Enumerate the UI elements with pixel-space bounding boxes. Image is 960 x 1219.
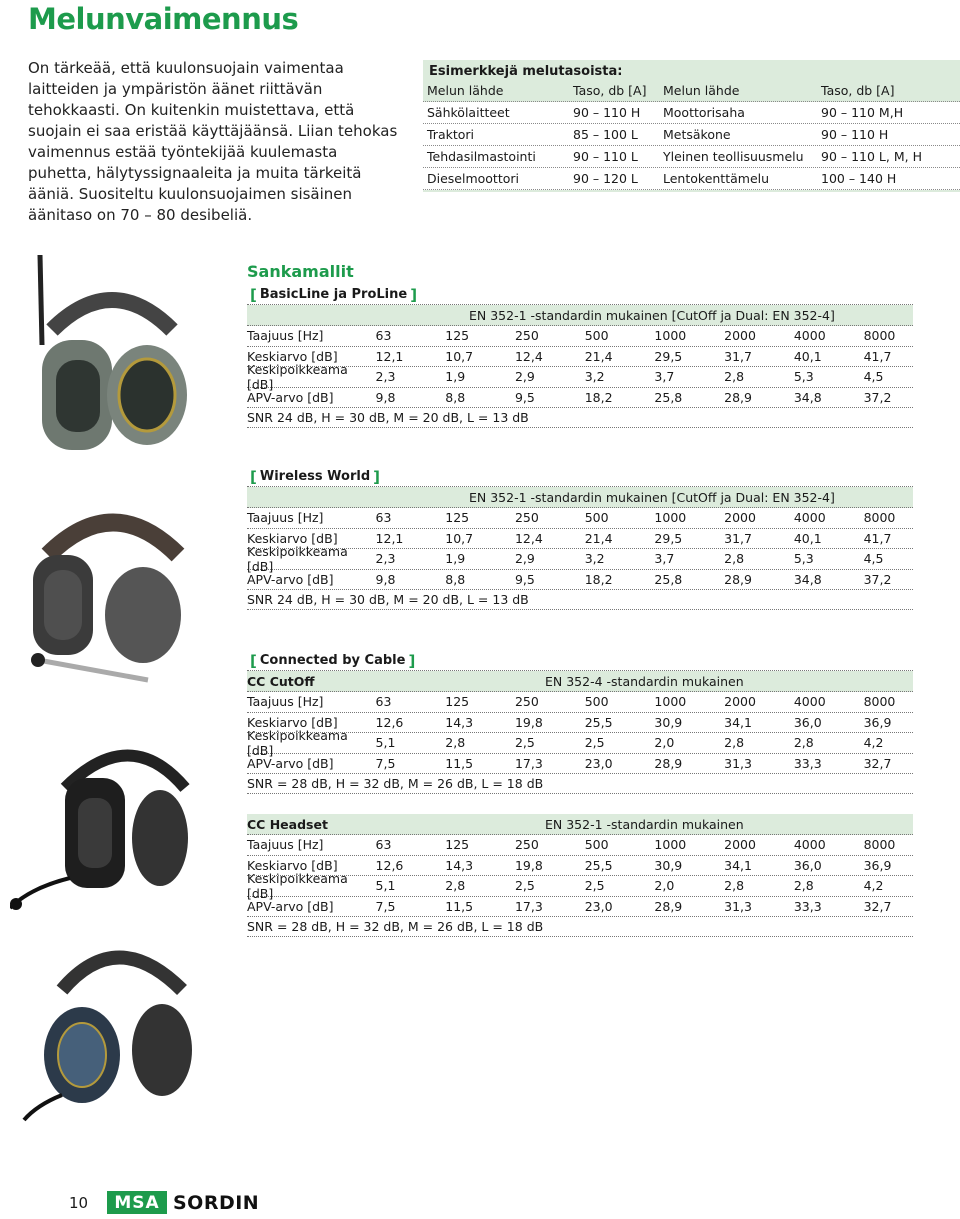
table-cell: 90 – 110 H: [573, 105, 641, 120]
freq-cell: 4000: [793, 837, 826, 853]
bracket-open-icon: [: [250, 285, 257, 304]
msa-logo-box: MSA: [107, 1191, 167, 1214]
table-cell: Dieselmoottori: [427, 171, 519, 186]
table-cell: 2,3: [375, 369, 396, 385]
table-cell: 32,7: [863, 755, 892, 771]
table-cell: 2,8: [724, 878, 745, 894]
table-row: [247, 388, 913, 409]
freq-cell: 500: [584, 510, 609, 526]
freq-cell: 125: [445, 837, 470, 853]
table-cell: 3,7: [654, 551, 675, 567]
table-cell: 41,7: [863, 530, 892, 546]
table-cell: 12,4: [514, 530, 543, 546]
freq-cell: 250: [514, 510, 539, 526]
freq-cell: 2000: [724, 694, 756, 710]
freq-cell: 500: [584, 694, 609, 710]
product-bracket-title: [247, 467, 913, 487]
table-cell: 21,4: [584, 530, 613, 546]
table-cell: 2,0: [654, 735, 675, 751]
table-cell: 36,9: [863, 714, 892, 730]
freq-cell: 4000: [793, 694, 826, 710]
table-row: [423, 146, 960, 168]
freq-cell: 250: [514, 328, 539, 344]
product-cc-headset: [247, 814, 913, 937]
table-cell: 25,8: [654, 389, 683, 405]
standard-row: [247, 487, 913, 508]
product-series-label: Connected by Cable: [259, 653, 406, 668]
headband-earmuff-photo: [22, 250, 197, 470]
table-cell: 2,8: [724, 369, 745, 385]
table-cell: 34,1: [724, 714, 752, 730]
wireless-headset-photo: [18, 495, 188, 695]
freq-cell: 63: [375, 837, 392, 853]
table-cell: 90 – 110 L, M, H: [821, 149, 922, 164]
table-cell: 32,7: [863, 898, 892, 914]
msa-sordin-logo: [107, 1191, 259, 1214]
table-cell: 11,5: [445, 755, 474, 771]
freq-cell: 2000: [724, 510, 756, 526]
freq-cell: 1000: [654, 510, 687, 526]
header-cell: Melun lähde: [663, 83, 740, 98]
table-cell: 4,2: [863, 735, 884, 751]
table-cell: 11,5: [445, 898, 474, 914]
row-label: Keskiarvo [dB]: [247, 348, 338, 364]
row-label: Keskipoikkeama [dB]: [247, 361, 348, 392]
table-cell: Lentokenttämelu: [663, 171, 770, 186]
table-row: [247, 361, 913, 392]
table-cell: 33,3: [793, 755, 822, 771]
table-cell: 90 – 110 M,H: [821, 105, 904, 120]
freq-cell: 2000: [724, 837, 756, 853]
row-label: Keskiarvo [dB]: [247, 714, 338, 730]
table-cell: 30,9: [654, 714, 683, 730]
bracket-open-icon: [: [250, 467, 257, 486]
freq-cell: 8000: [863, 694, 896, 710]
table-cell: 18,2: [584, 389, 613, 405]
standard-row: [247, 814, 913, 835]
intro-paragraph: On tärkeää, että kuulonsuojain vaimentaa laitteiden ja ympäristön äänet riittävän tehokkaasti. On kuitenkin muistettava, että suojain ei saa eristää käyttäjäänsä. Liian tehokas vaimennus estää työntekijää kuulemasta puhetta, hälytyssignaaleita ja muita tärkeitä ääniä. Suositeltu kuulonsuojaimen sisäinen äänitaso on 70 – 80 desibeliä.: [28, 59, 398, 224]
table-cell: 23,0: [584, 755, 613, 771]
table-cell: 25,8: [654, 571, 683, 587]
table-row: [423, 124, 960, 146]
row-label: Keskiarvo [dB]: [247, 857, 338, 873]
table-cell: 12,6: [375, 714, 404, 730]
table-cell: 5,1: [375, 735, 396, 751]
table-cell: 3,2: [584, 369, 605, 385]
sordin-logo-text: SORDIN: [173, 1191, 260, 1214]
product-bracket-title: [247, 651, 913, 671]
table-cell: 12,4: [514, 348, 543, 364]
table-cell: 90 – 120 L: [573, 171, 638, 186]
table-cell: 2,8: [445, 878, 466, 894]
table-row: [247, 897, 913, 918]
table-cell: 2,5: [584, 735, 605, 751]
table-cell: 7,5: [375, 755, 396, 771]
table-cell: Yleinen teollisuusmelu: [663, 149, 804, 164]
product-basicline-proline: [247, 285, 913, 428]
table-cell: 19,8: [514, 714, 543, 730]
snr-row: SNR = 28 dB, H = 32 dB, M = 26 dB, L = 18 dB: [247, 774, 913, 794]
product-cc-cutoff: [247, 651, 913, 794]
product-wireless-world: [247, 467, 913, 610]
standard-text: EN 352-1 -standardin mukainen: [545, 816, 744, 832]
table-cell: 31,3: [724, 898, 752, 914]
row-label: APV-arvo [dB]: [247, 389, 334, 405]
table-cell: Sähkölaitteet: [427, 105, 510, 120]
table-cell: 8,8: [445, 571, 466, 587]
freq-cell: 1000: [654, 837, 687, 853]
cc-cutoff-headset-photo: [10, 728, 190, 918]
row-label: APV-arvo [dB]: [247, 755, 334, 771]
table-cell: 28,9: [724, 389, 752, 405]
freq-cell: 63: [375, 328, 392, 344]
table-cell: 18,2: [584, 571, 613, 587]
table-cell: 30,9: [654, 857, 683, 873]
noise-level-table: [423, 60, 960, 192]
table-cell: 34,8: [793, 389, 822, 405]
table-cell: 3,7: [654, 369, 675, 385]
table-cell: 14,3: [445, 714, 474, 730]
table-cell: 28,9: [654, 755, 683, 771]
table-cell: 4,5: [863, 551, 884, 567]
snr-row: SNR 24 dB, H = 30 dB, M = 20 dB, L = 13 dB: [247, 408, 913, 428]
table-cell: 14,3: [445, 857, 474, 873]
table-row: [247, 543, 913, 574]
table-cell: 25,5: [584, 714, 613, 730]
product-series-label: Wireless World: [259, 469, 371, 484]
snr-row: SNR 24 dB, H = 30 dB, M = 20 dB, L = 13 dB: [247, 590, 913, 610]
table-cell: 37,2: [863, 389, 892, 405]
table-cell: 5,3: [793, 369, 814, 385]
page-number: 10: [69, 1194, 89, 1212]
header-cell: Taso, db [A]: [573, 83, 647, 98]
table-cell: 2,5: [514, 878, 535, 894]
freq-cell: 500: [584, 328, 609, 344]
row-label: Taajuus [Hz]: [247, 510, 324, 526]
table-cell: 2,9: [514, 551, 535, 567]
freq-cell: 500: [584, 837, 609, 853]
table-cell: 31,7: [724, 530, 752, 546]
table-cell: 7,5: [375, 898, 396, 914]
table-row: [247, 570, 913, 591]
table-cell: 2,5: [584, 878, 605, 894]
table-cell: 2,3: [375, 551, 396, 567]
standard-row: [247, 305, 913, 326]
snr-row: SNR = 28 dB, H = 32 dB, M = 26 dB, L = 18 dB: [247, 917, 913, 937]
table-cell: 23,0: [584, 898, 613, 914]
table-cell: 31,3: [724, 755, 752, 771]
table-cell: 40,1: [793, 530, 822, 546]
freq-cell: 1000: [654, 328, 687, 344]
freq-cell: 250: [514, 837, 539, 853]
table-cell: 9,8: [375, 571, 396, 587]
table-cell: 17,3: [514, 755, 543, 771]
product-series-label: BasicLine ja ProLine: [259, 287, 408, 302]
bracket-close-icon: ]: [410, 285, 418, 304]
row-label: Taajuus [Hz]: [247, 328, 324, 344]
header-cell: Taso, db [A]: [821, 83, 895, 98]
table-cell: 25,5: [584, 857, 613, 873]
table-cell: 34,8: [793, 571, 822, 587]
freq-cell: 8000: [863, 328, 896, 344]
row-label: APV-arvo [dB]: [247, 571, 334, 587]
table-cell: Traktori: [427, 127, 474, 142]
table-cell: 1,9: [445, 551, 466, 567]
table-cell: 2,0: [654, 878, 675, 894]
freq-cell: 125: [445, 328, 470, 344]
table-cell: 40,1: [793, 348, 822, 364]
table-cell: Tehdasilmastointi: [427, 149, 536, 164]
bracket-close-icon: ]: [373, 467, 380, 486]
table-cell: 28,9: [654, 898, 683, 914]
table-row: [423, 168, 960, 190]
table-cell: 29,5: [654, 530, 683, 546]
freq-cell: 125: [445, 694, 470, 710]
frequency-row: [247, 692, 913, 713]
frequency-row: [247, 326, 913, 347]
table-row: [247, 727, 913, 758]
table-cell: 21,4: [584, 348, 613, 364]
standard-text: EN 352-1 -standardin mukainen [CutOff ja Dual: EN 352-4]: [469, 307, 835, 323]
section-heading: Sankamallit: [247, 262, 354, 281]
table-cell: 100 – 140 H: [821, 171, 897, 186]
header-cell: Melun lähde: [427, 83, 504, 98]
product-name: CC CutOff: [247, 673, 315, 689]
table-cell: 85 – 100 L: [573, 127, 638, 142]
frequency-row: [247, 508, 913, 529]
freq-cell: 63: [375, 510, 392, 526]
table-cell: 33,3: [793, 898, 822, 914]
freq-cell: 125: [445, 510, 470, 526]
table-cell: 12,1: [375, 530, 404, 546]
bracket-close-icon: ]: [408, 651, 416, 670]
freq-cell: 250: [514, 694, 539, 710]
table-cell: 90 – 110 H: [821, 127, 889, 142]
table-cell: 8,8: [445, 389, 466, 405]
table-cell: 3,2: [584, 551, 605, 567]
table-cell: 5,1: [375, 878, 396, 894]
table-cell: 2,8: [793, 735, 814, 751]
cc-headset-photo: [22, 930, 197, 1130]
table-cell: 34,1: [724, 857, 752, 873]
row-label: Taajuus [Hz]: [247, 837, 324, 853]
freq-cell: 4000: [793, 510, 826, 526]
freq-cell: 63: [375, 694, 392, 710]
table-cell: 2,8: [724, 735, 745, 751]
table-cell: 2,5: [514, 735, 535, 751]
table-cell: 31,7: [724, 348, 752, 364]
bracket-open-icon: [: [250, 651, 257, 670]
table-cell: 4,5: [863, 369, 884, 385]
table-cell: 12,1: [375, 348, 404, 364]
table-cell: 36,0: [793, 714, 822, 730]
row-label: Keskipoikkeama [dB]: [247, 870, 348, 901]
freq-cell: 8000: [863, 510, 896, 526]
table-cell: 37,2: [863, 571, 892, 587]
table-cell: 41,7: [863, 348, 892, 364]
table-cell: 4,2: [863, 878, 884, 894]
table-cell: 36,9: [863, 857, 892, 873]
product-bracket-title: [247, 285, 913, 305]
table-cell: 2,8: [793, 878, 814, 894]
freq-cell: 1000: [654, 694, 687, 710]
product-name: CC Headset: [247, 816, 328, 832]
table-cell: 9,5: [514, 389, 535, 405]
row-label: APV-arvo [dB]: [247, 898, 334, 914]
table-row: [423, 102, 960, 124]
table-cell: 2,8: [724, 551, 745, 567]
table-cell: 19,8: [514, 857, 543, 873]
row-label: Keskiarvo [dB]: [247, 530, 338, 546]
table-cell: 5,3: [793, 551, 814, 567]
table-cell: 10,7: [445, 348, 474, 364]
table-cell: 12,6: [375, 857, 404, 873]
table-cell: Metsäkone: [663, 127, 731, 142]
table-cell: 2,9: [514, 369, 535, 385]
table-cell: 1,9: [445, 369, 466, 385]
freq-cell: 8000: [863, 837, 896, 853]
row-label: Keskipoikkeama [dB]: [247, 543, 348, 574]
table-row: [247, 754, 913, 775]
standard-text: EN 352-4 -standardin mukainen: [545, 673, 744, 689]
table-row: [247, 870, 913, 901]
table-cell: 90 – 110 L: [573, 149, 638, 164]
table-cell: Moottorisaha: [663, 105, 745, 120]
table-cell: 9,5: [514, 571, 535, 587]
table-cell: 9,8: [375, 389, 396, 405]
standard-text: EN 352-1 -standardin mukainen [CutOff ja Dual: EN 352-4]: [469, 489, 835, 505]
table-cell: 29,5: [654, 348, 683, 364]
table-cell: 36,0: [793, 857, 822, 873]
row-label: Taajuus [Hz]: [247, 694, 324, 710]
page-title: Melunvaimennus: [28, 2, 299, 36]
table-cell: 2,8: [445, 735, 466, 751]
table-cell: 28,9: [724, 571, 752, 587]
freq-cell: 4000: [793, 328, 826, 344]
standard-row: [247, 671, 913, 692]
row-label: Keskipoikkeama [dB]: [247, 727, 348, 758]
noise-table-header: [423, 80, 960, 102]
frequency-row: [247, 835, 913, 856]
freq-cell: 2000: [724, 328, 756, 344]
table-cell: 17,3: [514, 898, 543, 914]
table-cell: 10,7: [445, 530, 474, 546]
noise-table-title: Esimerkkejä melutasoista:: [429, 64, 623, 79]
